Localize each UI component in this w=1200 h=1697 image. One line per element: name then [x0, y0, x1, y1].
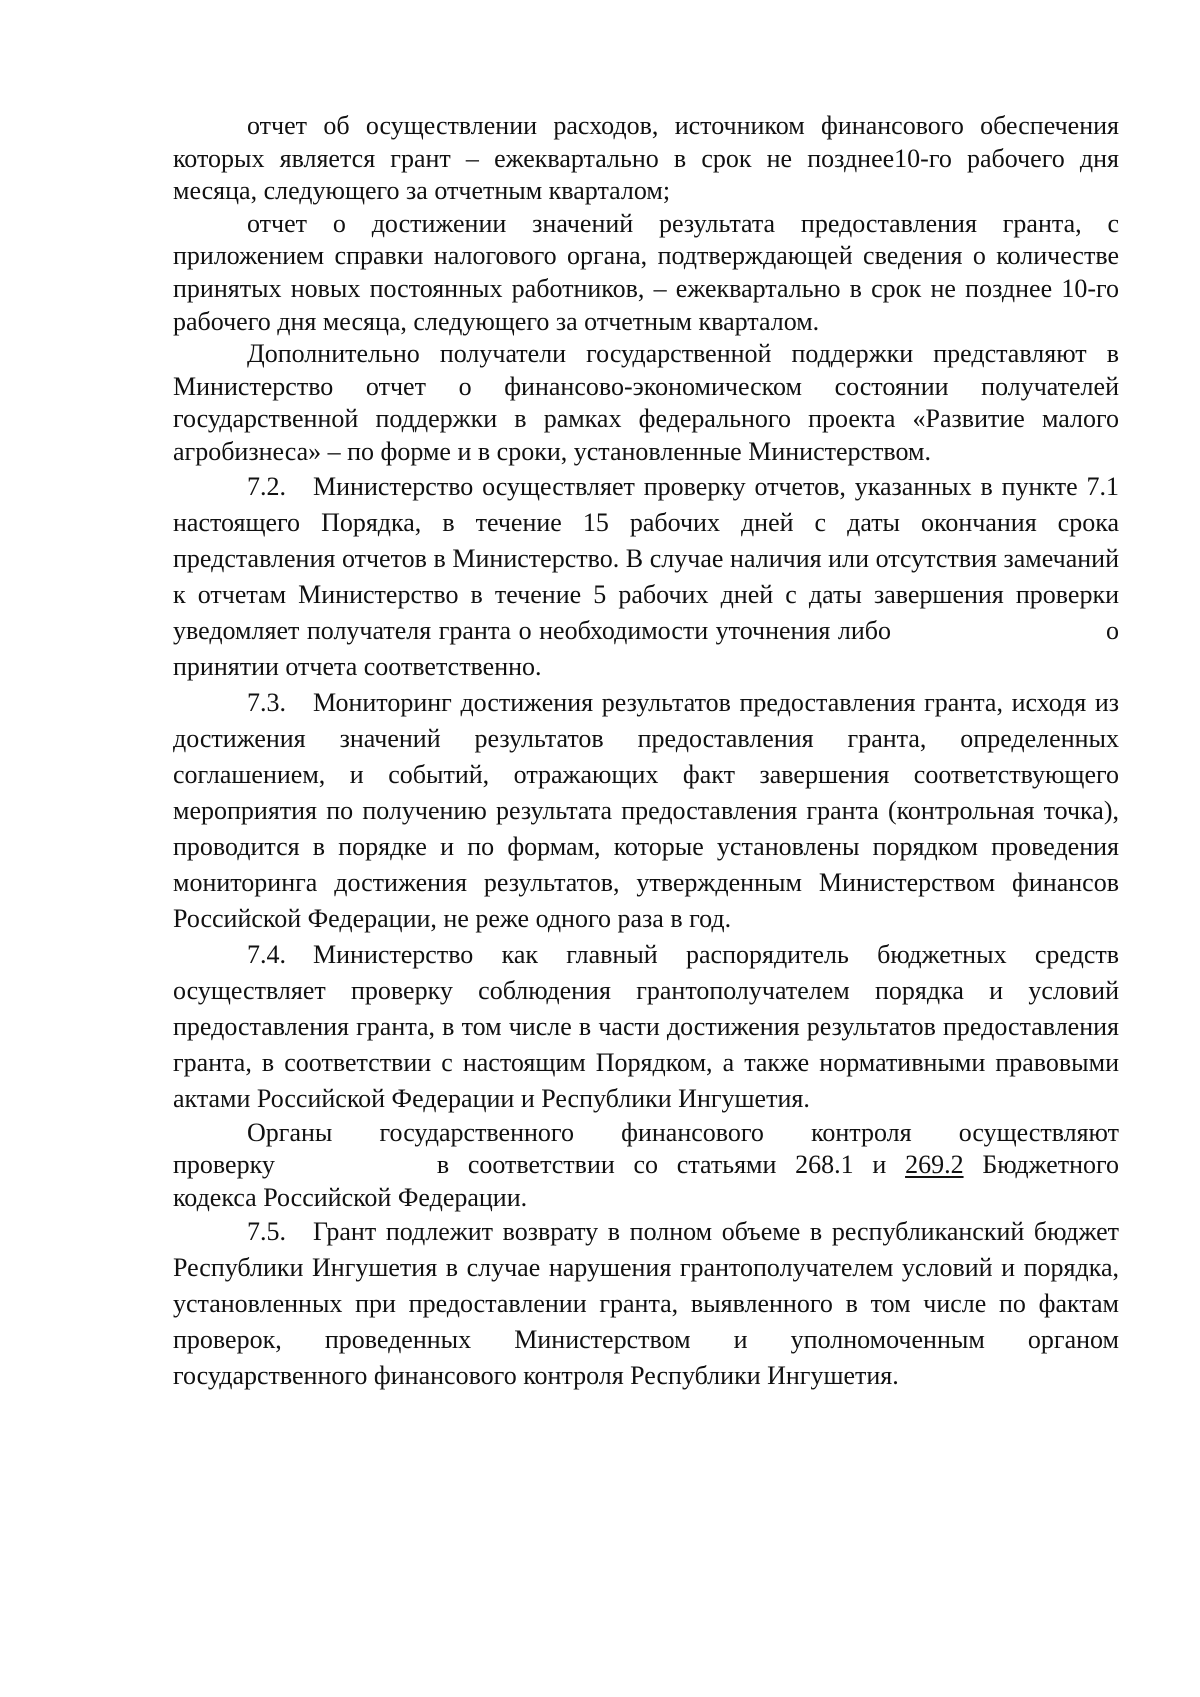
paragraph-control-bodies [173, 1149, 1119, 1214]
budget-code-article-link[interactable]: 269.2 [905, 1150, 964, 1180]
control-bodies-text-c: Бюджетного кодекса Российской Федерации. [173, 1150, 1120, 1212]
clause-7-4-text: Министерство как главный распорядитель бюджетных средств осуществляет проверку соблюдения грантополучателем порядка и условий предоставления гранта, в том числе в части достижения результатов предоставления гранта, в соответствии с настоящим Порядком, а также нормативными правовыми актами Российской Федерации и Республики Ингушетия. [173, 939, 1119, 1113]
paragraph-expense-report: отчет об осуществлении расходов, источником финансового обеспечения которых является грант – ежеквартально в срок не позднее10-го рабочего дня месяца, следующего за отчетным кварталом; [173, 111, 1119, 206]
clause-7-3-text: Мониторинг достижения результатов предоставления гранта, исходя из достижения значений результатов предоставления гранта, определенных соглашением, и событий, отражающих факт завершения соответствующего мероприятия по получению результата предоставления гранта (контрольная точка), проводится в порядке и по формам, которые установлены порядком проведения мониторинга достижения результатов, утвержденным Министерством финансов Российской Федерации, не реже одного раза в год. [173, 687, 1119, 933]
paragraph-control-bodies-lead: Органы государственного финансового контроля осуществляют [247, 1117, 1119, 1147]
clause-number-7-4: 7.4. [247, 939, 286, 969]
control-bodies-text-b: в соответствии со статьями 268.1 и [436, 1150, 887, 1180]
clause-number-7-5: 7.5. [247, 1217, 286, 1247]
clause-7-2-text: Министерство осуществляет проверку отчетов, указанных в пункте 7.1 настоящего Порядка, в течение 15 рабочих дней с даты окончания срока представления отчетов в Министерство. В случае наличия или отсутствия замечаний к отчетам Министерство в течение 5 рабочих дней с даты завершения проверки уведомляет получателя гранта о необходимости уточнения либо [173, 471, 1119, 645]
document-page [173, 110, 1119, 1394]
clause-number-7-3: 7.3. [247, 687, 286, 717]
paragraph-7-2 [173, 469, 1119, 685]
paragraph-additional-report: Дополнительно получатели государственной поддержки представляют в Министерство отчет о финансово-экономическом состоянии получателей государственной поддержки в рамках федерального проекта «Развитие малого агробизнеса» – по форме и в сроки, установленные Министерством. [173, 339, 1119, 466]
paragraph-7-5 [173, 1214, 1119, 1394]
clause-7-5-text: Грант подлежит возврату в полном объеме в республиканский бюджет Республики Ингушетия в случае нарушения грантополучателем условий и порядка, установленных при предоставлении гранта, выявленного в том числе по фактам проверок, проведенных Министерством и уполномоченным органом государственного финансового контроля Республики Ингушетия. [173, 1217, 1119, 1391]
clause-7-2-text-end: о принятии отчета соответственно. [173, 615, 1119, 681]
control-bodies-text-a: проверку [173, 1150, 275, 1180]
paragraph-results-report: отчет о достижении значений результата предоставления гранта, с приложением справки налогового органа, подтверждающей сведения о количестве принятых новых постоянных работников, – ежеквартально в срок не позднее 10-го рабочего дня месяца, следующего за отчетным кварталом. [173, 208, 1119, 336]
paragraph-7-3 [173, 685, 1119, 937]
paragraph-7-4 [173, 937, 1119, 1117]
clause-number-7-2: 7.2. [247, 471, 286, 501]
